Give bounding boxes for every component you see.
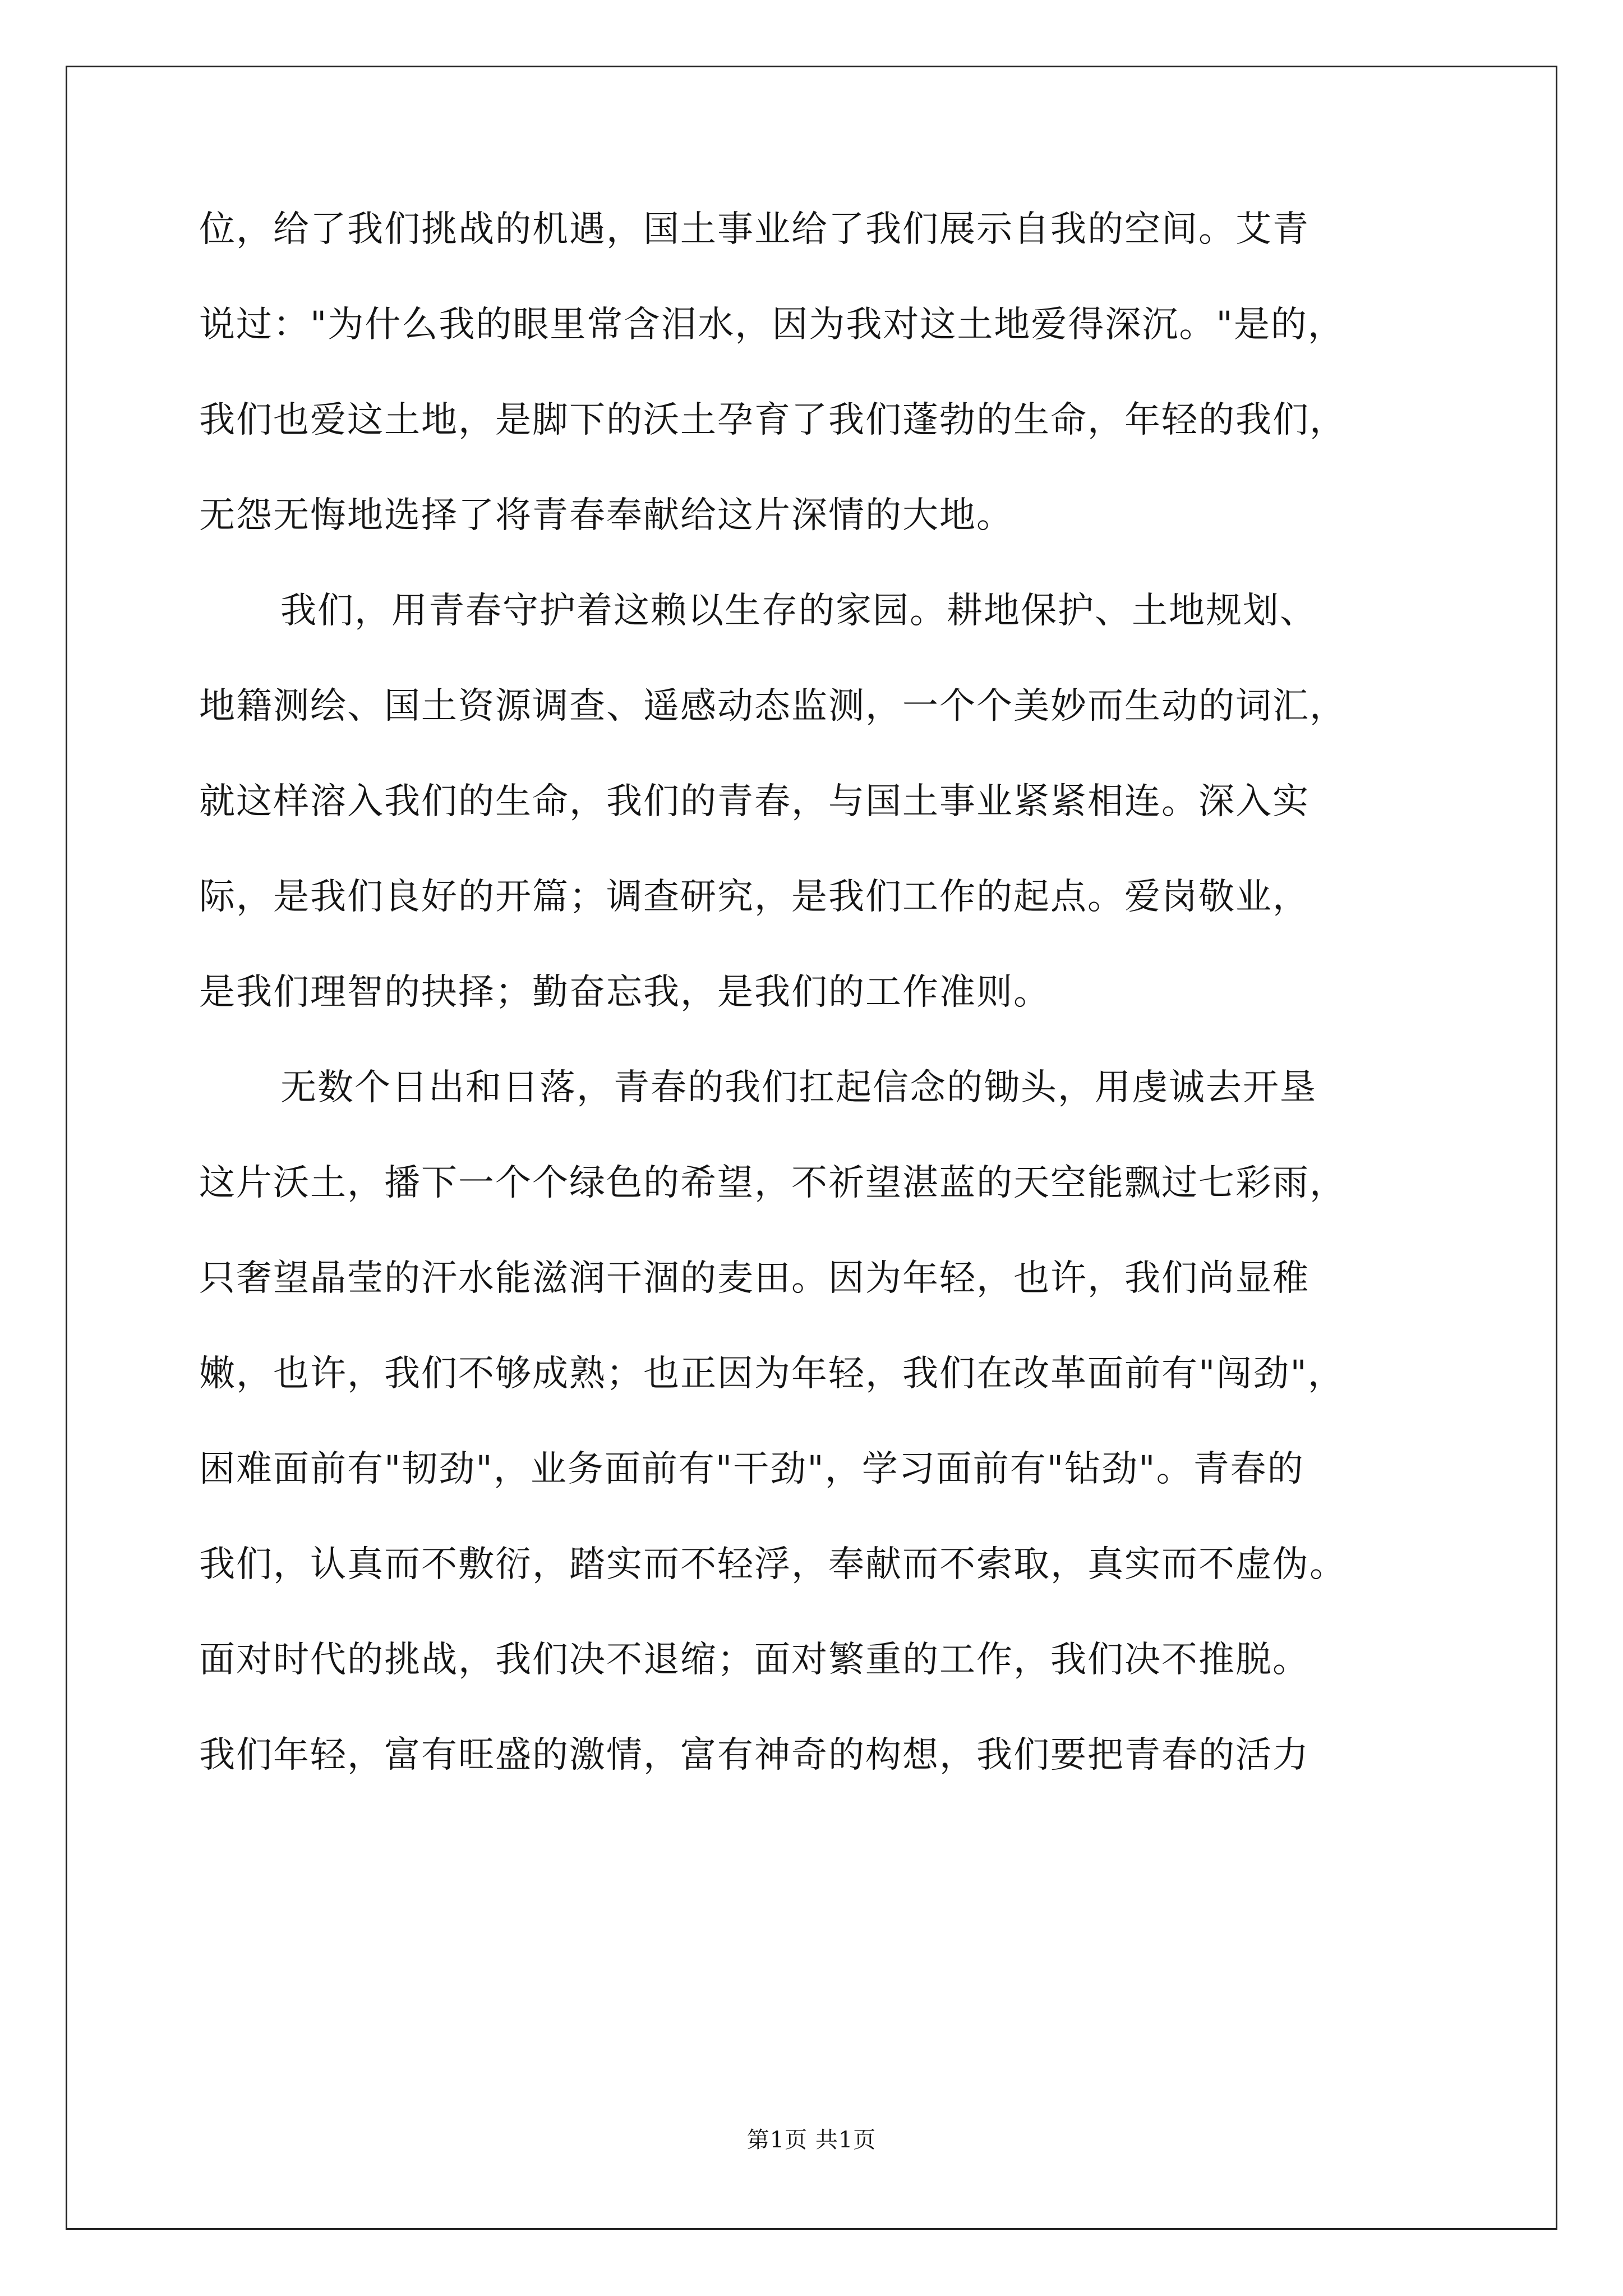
text-line: 我们，认真而不敷衍，踏实而不轻浮，奉献而不索取，真实而不虚伪。 [199,1544,1347,1585]
text-line: 无怨无悔地选择了将青春奉献给这片深情的大地。 [199,495,1013,536]
page-border [66,66,1557,2230]
text-line: 这片沃土，播下一个个绿色的希望，不祈望湛蓝的天空能飘过七彩雨， [199,1162,1347,1204]
text-line: 际，是我们良好的开篇；调查研究，是我们工作的起点。爱岗敬业， [199,876,1310,918]
text-line: 位，给了我们挑战的机遇，国土事业给了我们展示自我的空间。艾青 [199,209,1310,250]
text-line: 地籍测绘、国土资源调查、遥感动态监测，一个个美妙而生动的词汇， [199,685,1347,727]
text-line: 就这样溶入我们的生命，我们的青春，与国土事业紧紧相连。深入实 [199,781,1310,822]
paragraph-first-line: 我们，用青春守护着这赖以生存的家园。耕地保护、土地规划、 [280,590,1317,632]
text-line: 我们也爱这土地，是脚下的沃土孕育了我们蓬勃的生命，年轻的我们， [199,399,1347,441]
text-line: 我们年轻，富有旺盛的激情，富有神奇的构想，我们要把青春的活力 [199,1734,1310,1776]
text-line: 说过："为什么我的眼里常含泪水，因为我对这土地爱得深沉。"是的， [199,304,1345,346]
text-line: 面对时代的挑战，我们决不退缩；面对繁重的工作，我们决不推脱。 [199,1639,1310,1681]
paragraph-first-line: 无数个日出和日落，青春的我们扛起信念的锄头，用虔诚去开垦 [280,1067,1317,1108]
page-footer: 第1页 共1页 [746,2127,877,2153]
text-line: 是我们理智的抉择；勤奋忘我，是我们的工作准则。 [199,972,1050,1013]
text-line: 困难面前有"韧劲"，业务面前有"干劲"，学习面前有"钻劲"。青春的 [199,1448,1304,1490]
text-line: 只奢望晶莹的汗水能滋润干涸的麦田。因为年轻，也许，我们尚显稚 [199,1258,1310,1299]
text-line: 嫩，也许，我们不够成熟；也正因为年轻，我们在改革面前有"闯劲"， [199,1353,1345,1395]
